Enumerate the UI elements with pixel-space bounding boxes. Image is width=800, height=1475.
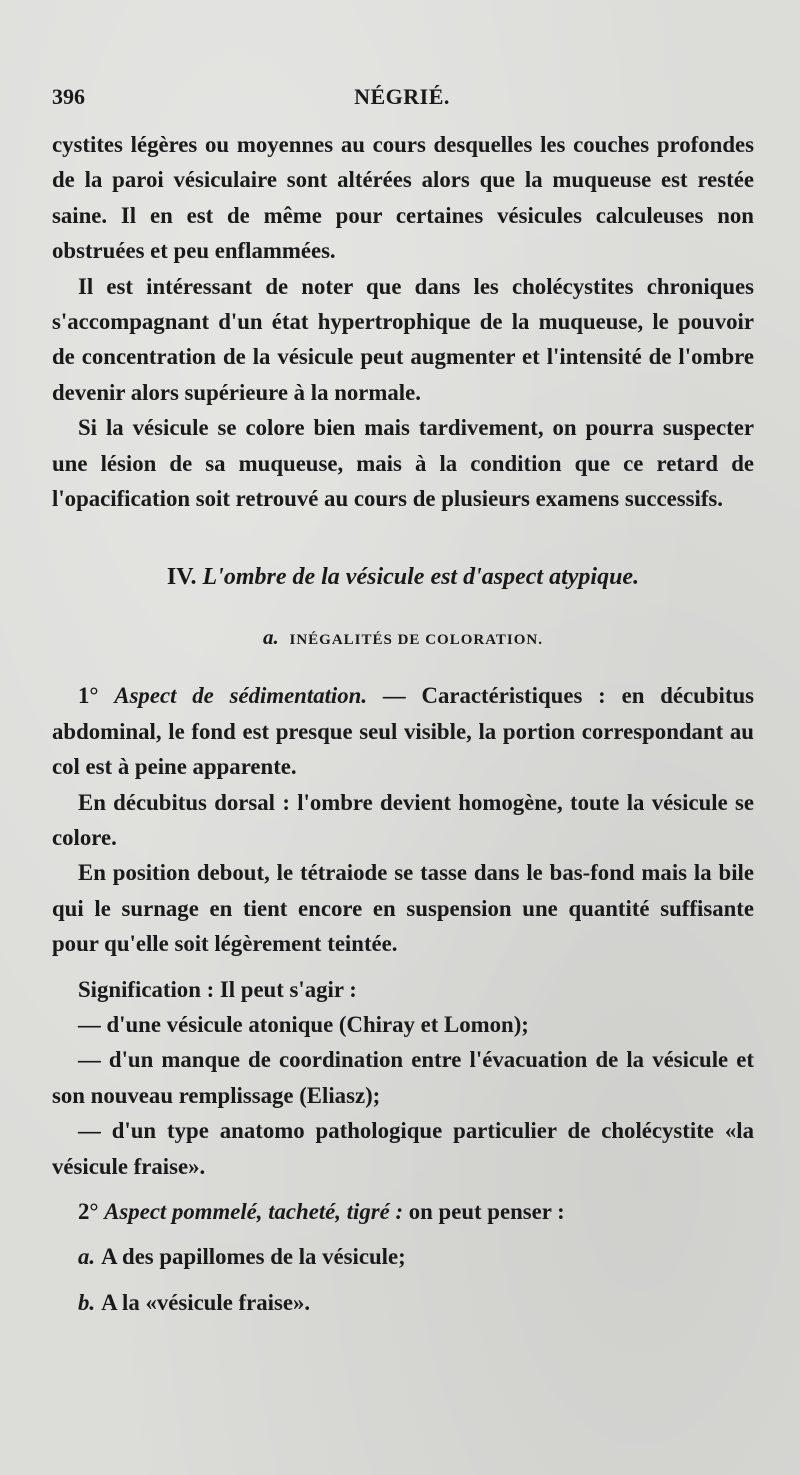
subsection-heading [52,620,754,658]
item-title: Aspect pommelé, tacheté, tigré : [104,1198,404,1224]
section-title: L'ombre de la vésicule est d'aspect atypique. [202,564,640,591]
body-text [52,127,754,1320]
list-text: A la «vésicule fraise». [101,1289,311,1315]
paragraph: — d'un manque de coordination entre l'évacuation de la vésicule et son nouveau remplissage (Eliasz); [52,1047,754,1108]
list-letter: b. [78,1289,96,1315]
item-text: on peut penser : [403,1198,565,1224]
item-paragraph [52,678,754,784]
paragraph: — d'un type anatomo pathologique particulier de cholécystite «la vésicule fraise». [52,1118,754,1179]
subsection-letter: a. [262,624,279,649]
paragraph: En position debout, le tétraiode se tasse dans le bas-fond mais la bile qui le surnage en tient encore en suspension une quantité suffisante pour qu'elle soit légèrement teintée. [52,860,754,957]
item-paragraph [52,1194,754,1229]
item-number: 2° [78,1198,99,1224]
item-text: — Caractéristiques : en décubitus abdominal, le fond est presque seul visible, la portion correspondant au col est à peine apparente. [52,683,755,780]
paragraph: Si la vésicule se colore bien mais tardivement, on pourra suspecter une lésion de sa muqueuse, mais à la condition que ce retard de l'opacification soit retrouvé au cours de plusieurs examens successifs. [52,415,754,512]
list-item [52,1239,754,1274]
subsection-title: INÉGALITÉS DE COLORATION. [289,631,544,648]
item-number: 1° [78,683,99,709]
section-heading [52,560,754,595]
page-number: 396 [52,84,85,109]
running-title: NÉGRIÉ. [354,84,450,109]
page-header [52,84,752,114]
paragraph: En décubitus dorsal : l'ombre devient homogène, toute la vésicule se colore. [52,789,754,850]
paragraph: — d'une vésicule atonique (Chiray et Lomon); [78,1011,529,1037]
section-number: IV. [166,564,197,591]
item-title: Aspect de sédimentation. [114,683,368,709]
paragraph: Signification : Il peut s'agir : [78,976,357,1002]
list-letter: a. [78,1244,96,1270]
paragraph: Il est intéressant de noter que dans les cholécystites chroniques s'accompagnant d'un état hypertrophique de la muqueuse, le pouvoir de concentration de la vésicule peut augmenter et l'intensité de l'ombre devenir alors supérieure à la normale. [52,273,754,405]
paragraph: cystites légères ou moyennes au cours desquelles les couches profondes de la paroi vésiculaire sont altérées alors que la muqueuse est restée saine. Il en est de même pour certaines vésicules calculeuses non obstruées et peu enflammées. [52,132,754,264]
list-item [52,1285,754,1320]
list-text: A des papillomes de la vésicule; [101,1244,406,1270]
